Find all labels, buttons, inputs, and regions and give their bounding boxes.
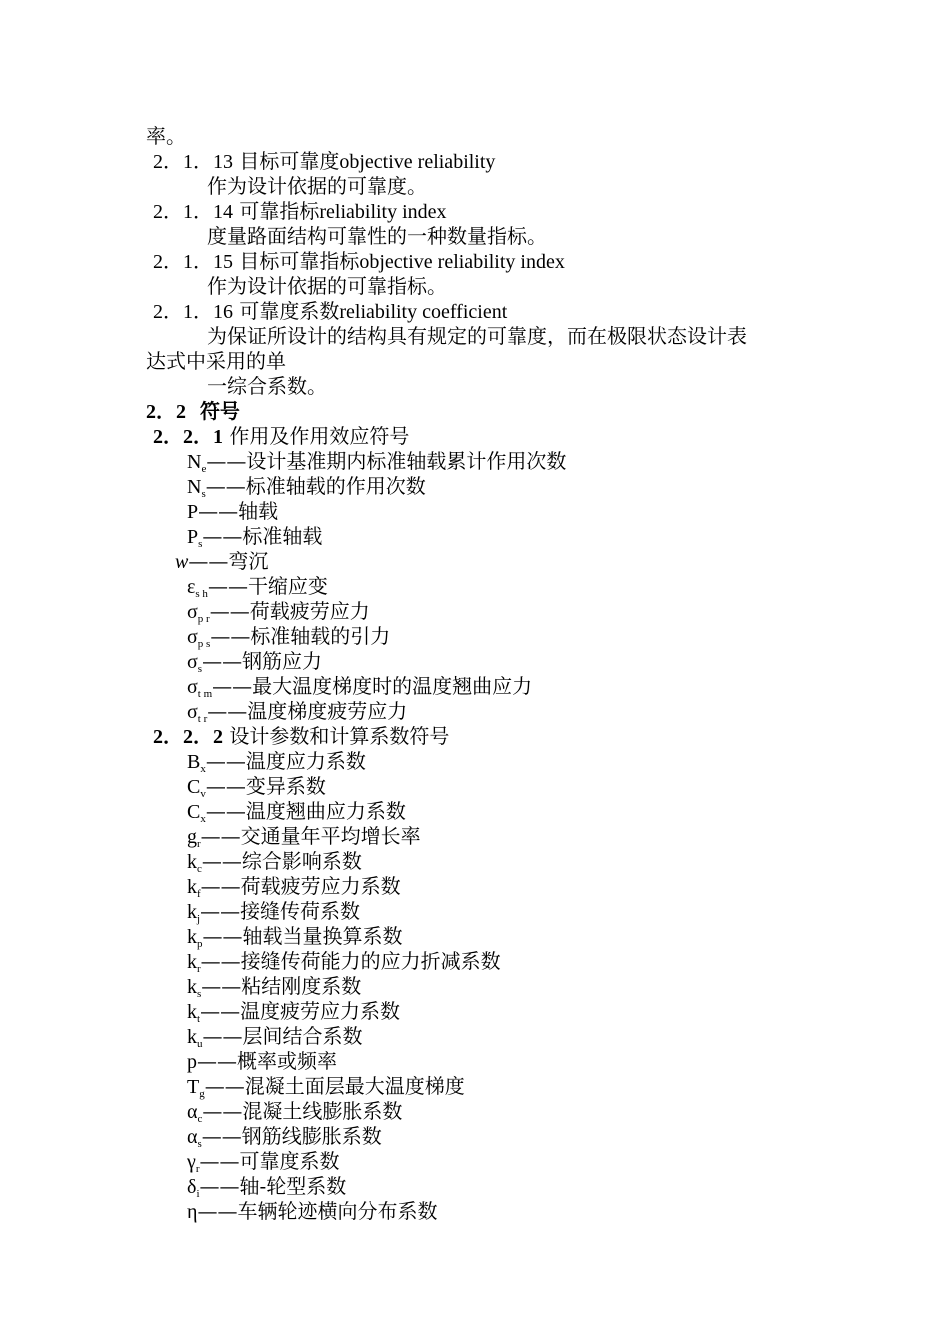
symbol-description: ——荷载疲劳应力: [209, 599, 370, 623]
symbol-subscript: r: [197, 963, 201, 975]
symbol-entry: [187, 1074, 465, 1100]
symbol-entry: [187, 524, 322, 550]
symbol-entry: [187, 1024, 363, 1050]
symbol-base: k: [187, 926, 197, 948]
symbol-subscript: c: [197, 1113, 203, 1125]
term-zh: 目标可靠指标: [239, 249, 360, 273]
term-definition-line1: 为保证所设计的结构具有规定的可靠度，而在极限状态设计表: [207, 324, 747, 348]
symbol-entry: [187, 924, 403, 950]
symbol-description: ——干缩应变: [207, 574, 328, 598]
symbol-description: ——标准轴载的引力: [210, 624, 391, 648]
symbol-entry: [187, 1174, 346, 1200]
term-en: reliability coefficient: [339, 301, 508, 323]
symbol-entry: [187, 649, 322, 675]
subsection-title: 作用及作用效应符号: [229, 424, 410, 448]
symbol-description: ——标准轴载: [202, 524, 323, 548]
symbol-base: k: [187, 876, 197, 898]
symbol-entry: [187, 874, 401, 900]
symbol-description: ——粘结刚度系数: [201, 974, 362, 998]
symbol-base: P: [187, 501, 199, 523]
symbol-base: p: [187, 1051, 197, 1073]
symbol-description: ——混凝土线膨胀系数: [202, 1099, 403, 1123]
symbol-subscript: x: [200, 813, 206, 825]
term-definition-line3: 一综合系数。: [207, 374, 327, 398]
subsection-title: 设计参数和计算系数符号: [229, 724, 450, 748]
subsection-number: 2．2．2: [153, 726, 223, 748]
symbol-base: σ: [187, 701, 198, 723]
symbol-entry: [187, 799, 406, 825]
symbol-description: ——温度翘曲应力系数: [205, 799, 406, 823]
symbol-description: ——综合影响系数: [201, 849, 362, 873]
section-title: 符号: [199, 399, 240, 423]
symbol-subscript: c: [197, 863, 202, 875]
symbol-base: σ: [187, 676, 198, 698]
term-en: objective reliability index: [359, 251, 565, 273]
symbol-base: C: [187, 776, 201, 798]
symbol-subscript: t m: [197, 688, 213, 700]
symbol-base: k: [187, 901, 197, 923]
symbol-base: ε: [187, 576, 196, 598]
section-heading-2-2: [146, 399, 240, 425]
symbol-description: ——概率或频率: [197, 1049, 337, 1073]
symbol-description: ——层间结合系数: [202, 1024, 363, 1048]
symbol-description: ——可靠度系数: [199, 1149, 340, 1173]
symbol-entry: [187, 674, 532, 700]
subsection-number: 2．2．1: [153, 426, 223, 448]
symbol-base: α: [187, 1126, 198, 1148]
symbol-entry: [187, 774, 326, 800]
symbol-subscript: g: [199, 1088, 205, 1100]
symbol-subscript: t: [197, 1013, 201, 1025]
symbol-subscript: v: [200, 788, 206, 800]
symbol-base: P: [187, 526, 199, 548]
symbol-base: k: [187, 951, 197, 973]
symbol-base: C: [187, 801, 201, 823]
symbol-base: k: [187, 851, 197, 873]
intro-tail: 率。: [146, 124, 186, 148]
symbol-description: ——温度应力系数: [205, 749, 366, 773]
symbol-description: ——轴载: [198, 499, 279, 523]
symbol-base: k: [187, 1001, 197, 1023]
symbol-entry: [187, 899, 360, 925]
symbol-entry: [187, 1049, 337, 1075]
symbol-subscript: j: [197, 913, 201, 925]
symbol-entry: [187, 1099, 402, 1125]
term-number: 2．1．13: [153, 151, 233, 173]
symbol-base: γ: [187, 1151, 196, 1173]
term-definition: 度量路面结构可靠性的一种数量指标。: [207, 224, 547, 248]
symbol-subscript: s h: [195, 588, 208, 600]
symbol-entry: [187, 824, 421, 850]
symbol-entry: [187, 749, 366, 775]
symbol-base: w: [175, 551, 189, 573]
term-heading-2-1-15: [153, 249, 565, 275]
symbol-base: σ: [187, 651, 198, 673]
symbol-subscript: s: [201, 488, 206, 500]
symbol-subscript: r: [197, 838, 201, 850]
term-en: objective reliability: [339, 151, 496, 173]
symbol-entry: [187, 474, 426, 500]
symbol-description: ——车辆轮迹横向分布系数: [197, 1199, 438, 1223]
symbol-subscript: p s: [197, 638, 211, 650]
symbol-entry: [187, 999, 400, 1025]
symbol-entry: [187, 1124, 382, 1150]
term-definition-line2: 达式中采用的单: [146, 349, 286, 373]
symbol-description: ——接缝传荷系数: [200, 899, 361, 923]
term-heading-2-1-16: [153, 299, 507, 325]
term-number: 2．1．16: [153, 301, 233, 323]
symbol-subscript: x: [200, 763, 206, 775]
symbol-description: ——接缝传荷能力的应力折减系数: [200, 949, 501, 973]
symbol-base: α: [187, 1101, 198, 1123]
term-zh: 可靠指标: [239, 199, 320, 223]
symbol-base: B: [187, 751, 201, 773]
symbol-subscript: r: [195, 1163, 200, 1175]
symbol-entry: [187, 849, 362, 875]
section-number: 2．2: [146, 401, 186, 423]
symbol-base: g: [187, 826, 197, 848]
symbol-entry: [187, 974, 361, 1000]
symbol-entry: [187, 624, 390, 650]
symbol-description: ——钢筋线膨胀系数: [201, 1124, 382, 1148]
term-heading-2-1-13: [153, 149, 495, 175]
symbol-base: k: [187, 976, 197, 998]
term-heading-2-1-14: [153, 199, 447, 225]
symbol-description: ——最大温度梯度时的温度翘曲应力: [212, 674, 533, 698]
symbol-subscript: s: [197, 663, 203, 675]
symbol-subscript: t r: [197, 713, 208, 725]
symbol-entry: [175, 549, 268, 575]
symbol-subscript: s: [198, 538, 203, 550]
symbol-subscript: i: [196, 1188, 200, 1200]
symbol-subscript: s: [197, 988, 202, 1000]
symbol-base: δ: [187, 1176, 197, 1198]
symbol-entry: [187, 499, 278, 525]
term-zh: 目标可靠度: [239, 149, 340, 173]
symbol-description: ——轴载当量换算系数: [202, 924, 403, 948]
symbol-description: ——温度疲劳应力系数: [200, 999, 401, 1023]
symbol-description: ——荷载疲劳应力系数: [200, 874, 401, 898]
term-definition: 作为设计依据的可靠指标。: [207, 274, 447, 298]
symbol-base: σ: [187, 626, 198, 648]
symbol-entry: [187, 449, 566, 475]
symbol-entry: [187, 574, 328, 600]
symbol-entry: [187, 1199, 437, 1225]
symbol-base: σ: [187, 601, 198, 623]
symbol-subscript: p: [197, 938, 203, 950]
symbol-description: ——钢筋应力: [202, 649, 323, 673]
symbol-base: η: [187, 1201, 198, 1223]
symbol-base: k: [187, 1026, 197, 1048]
symbol-entry: [187, 1149, 340, 1175]
symbol-description: ——变异系数: [205, 774, 326, 798]
subsection-heading-2-2-1: [153, 424, 409, 450]
symbol-description: ——弯沉: [188, 549, 269, 573]
symbol-subscript: f: [197, 888, 201, 900]
symbol-description: ——交通量年平均增长率: [200, 824, 421, 848]
symbol-base: T: [187, 1076, 200, 1098]
symbol-entry: [187, 699, 407, 725]
symbol-description: ——轴-轮型系数: [199, 1174, 347, 1198]
symbol-base: N: [187, 451, 202, 473]
term-number: 2．1．15: [153, 251, 233, 273]
symbol-base: N: [187, 476, 202, 498]
symbol-entry: [187, 949, 501, 975]
term-en: reliability index: [319, 201, 447, 223]
symbol-subscript: e: [201, 463, 207, 475]
subsection-heading-2-2-2: [153, 724, 449, 750]
term-definition: 作为设计依据的可靠度。: [207, 174, 427, 198]
term-number: 2．1．14: [153, 201, 233, 223]
symbol-description: ——标准轴载的作用次数: [205, 474, 426, 498]
term-zh: 可靠度系数: [239, 299, 340, 323]
symbol-subscript: u: [197, 1038, 203, 1050]
symbol-description: ——设计基准期内标准轴载累计作用次数: [206, 449, 567, 473]
symbol-subscript: s: [197, 1138, 202, 1150]
symbol-description: ——温度梯度疲劳应力: [207, 699, 408, 723]
symbol-description: ——混凝土面层最大温度梯度: [204, 1074, 465, 1098]
symbol-entry: [187, 599, 370, 625]
symbol-subscript: p r: [197, 613, 210, 625]
